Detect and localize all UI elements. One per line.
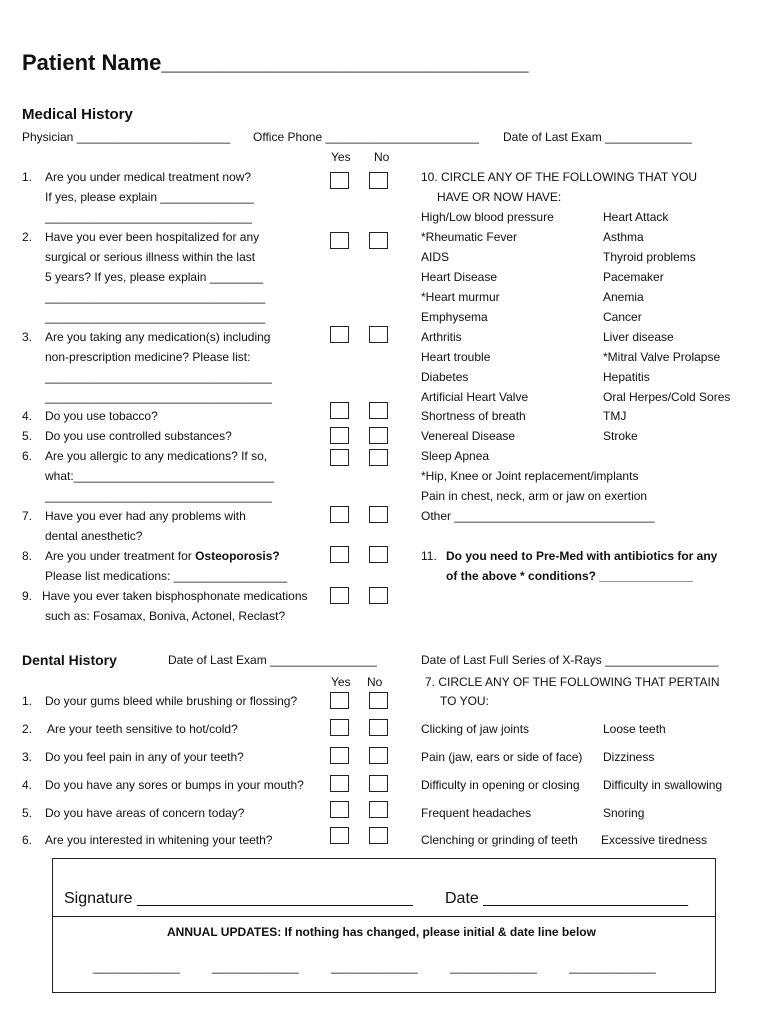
question-text-lead: Are you under treatment for [45, 549, 196, 563]
no-checkbox[interactable] [369, 827, 388, 844]
condition-item[interactable]: Heart trouble [421, 350, 491, 364]
question-text [45, 549, 280, 563]
question-text: Are your teeth sensitive to hot/cold? [47, 722, 238, 736]
patient-name-line[interactable]: Patient Name______________________________ [22, 50, 529, 75]
condition-item[interactable]: *Hip, Knee or Joint replacement/implants [421, 469, 639, 483]
question-text: Have you ever been hospitalized for any [45, 230, 260, 244]
no-checkbox[interactable] [369, 506, 388, 523]
answer-line[interactable]: __________________________________ [45, 370, 272, 384]
condition-item[interactable]: *Heart murmur [421, 290, 500, 304]
answer-line[interactable]: __________________________________ [45, 390, 272, 404]
condition-item[interactable]: Emphysema [421, 310, 488, 324]
answer-line[interactable]: what:______________________________ [45, 469, 274, 483]
office-phone-field[interactable]: Office Phone _______________________ [253, 130, 479, 144]
q10-title: 10. CIRCLE ANY OF THE FOLLOWING THAT YOU [421, 170, 698, 184]
question-text: Are you under medical treatment now? [45, 170, 252, 184]
signature-field[interactable]: Signature _______________________________ [64, 890, 413, 907]
q10-title-cont: HAVE OR NOW HAVE: [437, 190, 562, 204]
no-checkbox[interactable] [369, 427, 388, 444]
condition-item[interactable]: Heart Attack [603, 210, 669, 224]
condition-item[interactable]: Pain (jaw, ears or side of face) [421, 750, 583, 764]
question-number: 3. [22, 330, 33, 344]
condition-item[interactable]: Cancer [603, 310, 642, 324]
no-checkbox[interactable] [369, 747, 388, 764]
dental-date-last-exam-field[interactable]: Date of Last Exam ________________ [168, 653, 377, 667]
question-text: Are you taking any medication(s) including [45, 330, 271, 344]
yes-checkbox[interactable] [330, 587, 349, 604]
question-number: 3. [22, 750, 33, 764]
answer-line[interactable]: _________________________________ [45, 290, 266, 304]
condition-item[interactable]: Heart Disease [421, 270, 498, 284]
question-number: 4. [22, 409, 33, 423]
q7-title-cont: TO YOU: [440, 694, 489, 708]
condition-item[interactable]: Frequent headaches [421, 806, 532, 820]
other-condition-field[interactable]: Other ______________________________ [421, 509, 655, 523]
initial-date-line[interactable]: _____________ [450, 960, 537, 974]
condition-item[interactable]: Difficulty in swallowing [603, 778, 723, 792]
yes-checkbox[interactable] [330, 402, 349, 419]
physician-field[interactable]: Physician _______________________ [22, 130, 231, 144]
yes-checkbox[interactable] [330, 232, 349, 249]
condition-item[interactable]: Artificial Heart Valve [421, 390, 529, 404]
yes-checkbox[interactable] [330, 719, 349, 736]
no-checkbox[interactable] [369, 775, 388, 792]
annual-updates-note: ANNUAL UPDATES: If nothing has changed, please initial & date line below [167, 925, 596, 939]
yes-checkbox[interactable] [330, 449, 349, 466]
question-text[interactable]: If yes, please explain ______________ [45, 190, 254, 204]
question-number: 1. [22, 694, 33, 708]
answer-line[interactable]: _______________________________ [45, 210, 252, 224]
no-checkbox[interactable] [369, 449, 388, 466]
yes-checkbox[interactable] [330, 427, 349, 444]
no-checkbox[interactable] [369, 402, 388, 419]
q11-number: 11. [421, 549, 437, 563]
q11-answer-line[interactable]: of the above * conditions? ______________ [446, 569, 693, 583]
question-text: Do your gums bleed while brushing or flossing? [45, 694, 298, 708]
question-text: Do you have any sores or bumps in your mouth? [45, 778, 304, 792]
question-number: 7. [22, 509, 33, 523]
initial-date-line[interactable]: _____________ [212, 960, 299, 974]
question-text: Have you ever had any problems with [45, 509, 246, 523]
no-checkbox[interactable] [369, 719, 388, 736]
condition-item[interactable]: TMJ [603, 409, 627, 423]
question-number: 9. [22, 589, 33, 603]
question-text: Do you use controlled substances? [45, 429, 232, 443]
yes-checkbox[interactable] [330, 827, 349, 844]
question-number: 5. [22, 806, 33, 820]
condition-item[interactable]: Liver disease [603, 330, 674, 344]
question-text: Do you use tobacco? [45, 409, 158, 423]
question-text: dental anesthetic? [45, 529, 143, 543]
condition-item[interactable]: Shortness of breath [421, 409, 526, 423]
condition-item[interactable]: Difficulty in opening or closing [421, 778, 580, 792]
medical-history-heading: Medical History [22, 106, 133, 123]
yes-checkbox[interactable] [330, 546, 349, 563]
condition-item[interactable]: AIDS [421, 250, 450, 264]
answer-line[interactable]: _________________________________ [45, 310, 266, 324]
condition-item[interactable]: Arthritis [421, 330, 462, 344]
question-text[interactable]: 5 years? If yes, please explain ________ [45, 270, 264, 284]
yes-checkbox[interactable] [330, 326, 349, 343]
condition-item[interactable]: Sleep Apnea [421, 449, 490, 463]
yes-checkbox[interactable] [330, 801, 349, 818]
question-number: 4. [22, 778, 33, 792]
q11-text: Do you need to Pre-Med with antibiotics for any [446, 549, 718, 563]
no-checkbox[interactable] [369, 172, 388, 189]
question-number: 6. [22, 833, 33, 847]
date-last-xrays-field[interactable]: Date of Last Full Series of X-Rays _________________ [421, 653, 719, 667]
yes-checkbox[interactable] [330, 506, 349, 523]
condition-item[interactable]: Pacemaker [603, 270, 664, 284]
initial-date-line[interactable]: _____________ [331, 960, 418, 974]
signature-divider [53, 916, 715, 917]
condition-item[interactable]: *Mitral Valve Prolapse [603, 350, 721, 364]
condition-item[interactable]: Thyroid problems [603, 250, 696, 264]
condition-item[interactable]: High/Low blood pressure [421, 210, 554, 224]
condition-item[interactable]: Clenching or grinding of teeth [421, 833, 578, 847]
condition-item[interactable]: Clicking of jaw joints [421, 722, 530, 736]
no-checkbox[interactable] [369, 232, 388, 249]
question-number: 1. [22, 170, 33, 184]
condition-item[interactable]: Oral Herpes/Cold Sores [603, 390, 731, 404]
condition-item[interactable]: Loose teeth [603, 722, 666, 736]
condition-item[interactable]: Asthma [603, 230, 644, 244]
yes-checkbox[interactable] [330, 775, 349, 792]
question-text: non-prescription medicine? Please list: [45, 350, 251, 364]
yes-column-label: Yes [331, 675, 351, 689]
question-text: Do you have areas of concern today? [45, 806, 245, 820]
condition-item[interactable]: Hepatitis [603, 370, 650, 384]
osteoporosis-emphasis: Osteoporosis? [195, 549, 280, 563]
yes-column-label: Yes [331, 150, 351, 164]
condition-item[interactable]: Diabetes [421, 370, 469, 384]
condition-item[interactable]: *Rheumatic Fever [421, 230, 518, 244]
no-checkbox[interactable] [369, 801, 388, 818]
question-number: 8. [22, 549, 33, 563]
answer-line[interactable]: __________________________________ [45, 489, 272, 503]
no-column-label: No [367, 675, 383, 689]
question-number: 5. [22, 429, 33, 443]
no-column-label: No [374, 150, 390, 164]
dental-history-heading: Dental History [22, 652, 117, 668]
question-number: 2. [22, 230, 33, 244]
answer-line[interactable]: Please list medications: _________________ [45, 569, 288, 583]
no-checkbox[interactable] [369, 692, 388, 709]
condition-item[interactable]: Excessive tiredness [601, 833, 708, 847]
no-checkbox[interactable] [369, 546, 388, 563]
signature-box [52, 858, 716, 993]
date-last-exam-field[interactable]: Date of Last Exam _____________ [503, 130, 692, 144]
no-checkbox[interactable] [369, 326, 388, 343]
yes-checkbox[interactable] [330, 692, 349, 709]
question-text: Have you ever taken bisphosphonate medications [42, 589, 308, 603]
signature-date-field[interactable]: Date _______________________ [445, 890, 688, 907]
condition-item[interactable]: Dizziness [603, 750, 655, 764]
condition-item[interactable]: Venereal Disease [421, 429, 516, 443]
yes-checkbox[interactable] [330, 172, 349, 189]
condition-item[interactable]: Snoring [603, 806, 645, 820]
condition-item[interactable]: Stroke [603, 429, 638, 443]
initial-date-line[interactable]: _____________ [569, 960, 656, 974]
no-checkbox[interactable] [369, 587, 388, 604]
question-text: Are you interested in whitening your teeth? [45, 833, 273, 847]
question-text: Do you feel pain in any of your teeth? [45, 750, 244, 764]
question-number: 6. [22, 449, 33, 463]
question-number: 2. [22, 722, 33, 736]
yes-checkbox[interactable] [330, 747, 349, 764]
q7-title: 7. CIRCLE ANY OF THE FOLLOWING THAT PERTAIN [425, 675, 720, 689]
question-text: such as: Fosamax, Boniva, Actonel, Reclast? [45, 609, 286, 623]
condition-item[interactable]: Pain in chest, neck, arm or jaw on exertion [421, 489, 648, 503]
question-text: surgical or serious illness within the last [45, 250, 256, 264]
initial-date-line[interactable]: _____________ [93, 960, 180, 974]
condition-item[interactable]: Anemia [603, 290, 644, 304]
question-text: Are you allergic to any medications? If so, [45, 449, 268, 463]
